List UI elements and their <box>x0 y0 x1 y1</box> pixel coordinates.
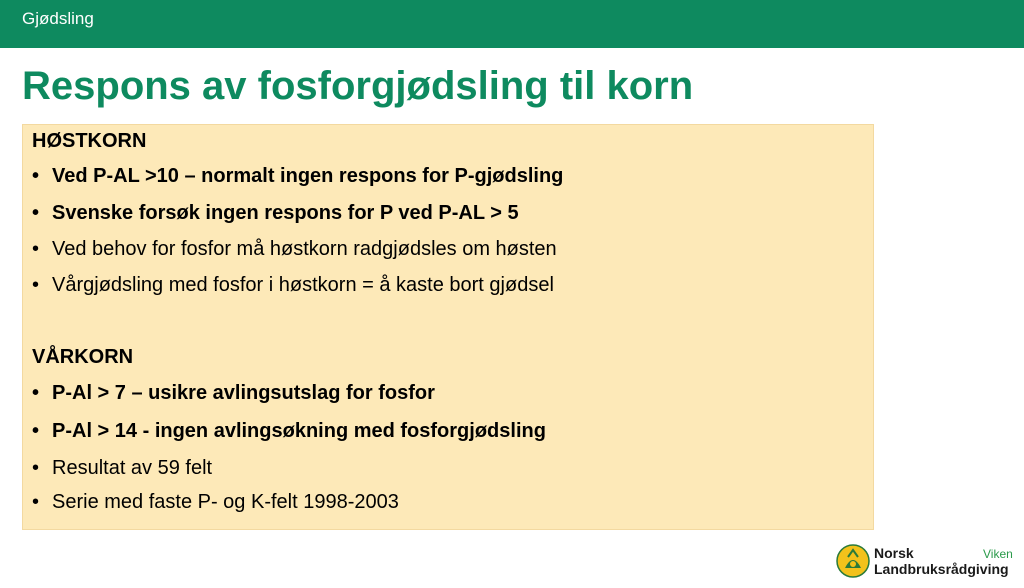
logo-text-norsk: Norsk <box>874 545 914 561</box>
bullet-text: Svenske forsøk ingen respons for P ved P-AL > 5 <box>52 202 519 224</box>
bullet-icon: • <box>32 165 40 187</box>
bullet-text: Ved P-AL >10 – normalt ingen respons for P-gjødsling <box>52 165 564 187</box>
logo-region: Viken <box>983 547 1013 561</box>
section-heading-varkorn: VÅRKORN <box>32 346 134 368</box>
bullet-item <box>32 202 519 225</box>
bullet-item <box>32 457 212 480</box>
bullet-icon: • <box>32 420 40 442</box>
section-heading-hostkorn: HØSTKORN <box>32 130 147 152</box>
bullet-icon: • <box>32 491 40 513</box>
bullet-item <box>32 382 435 405</box>
bullet-text: Ved behov for fosfor må høstkorn radgjødsles om høsten <box>52 238 557 260</box>
bullet-text: Serie med faste P- og K-felt 1998-2003 <box>52 491 399 513</box>
bullet-item <box>32 491 399 514</box>
bullet-text: Vårgjødsling med fosfor i høstkorn = å kaste bort gjødsel <box>52 274 554 296</box>
bullet-item <box>32 274 554 297</box>
logo-text-landbruksradgiving: Landbruksrådgiving <box>874 561 1009 577</box>
header-bar <box>0 0 1024 48</box>
bullet-text: Resultat av 59 felt <box>52 457 213 479</box>
slide-title: Respons av fosforgjødsling til korn <box>22 64 694 108</box>
organization-logo <box>836 543 1016 583</box>
bullet-text: P-Al > 7 – usikre avlingsutslag for fosfor <box>52 382 435 404</box>
bullet-text: P-Al > 14 - ingen avlingsøkning med fosforgjødsling <box>52 420 546 442</box>
bullet-item <box>32 420 546 443</box>
bullet-icon: • <box>32 457 40 479</box>
bullet-item <box>32 238 557 261</box>
content-box <box>22 124 874 530</box>
bullet-icon: • <box>32 382 40 404</box>
bullet-icon: • <box>32 202 40 224</box>
bullet-icon: • <box>32 238 40 260</box>
norsk-landbruksradgiving-logo-icon <box>836 544 870 578</box>
bullet-icon: • <box>32 274 40 296</box>
bullet-item <box>32 165 563 188</box>
section-label: Gjødsling <box>22 9 94 28</box>
